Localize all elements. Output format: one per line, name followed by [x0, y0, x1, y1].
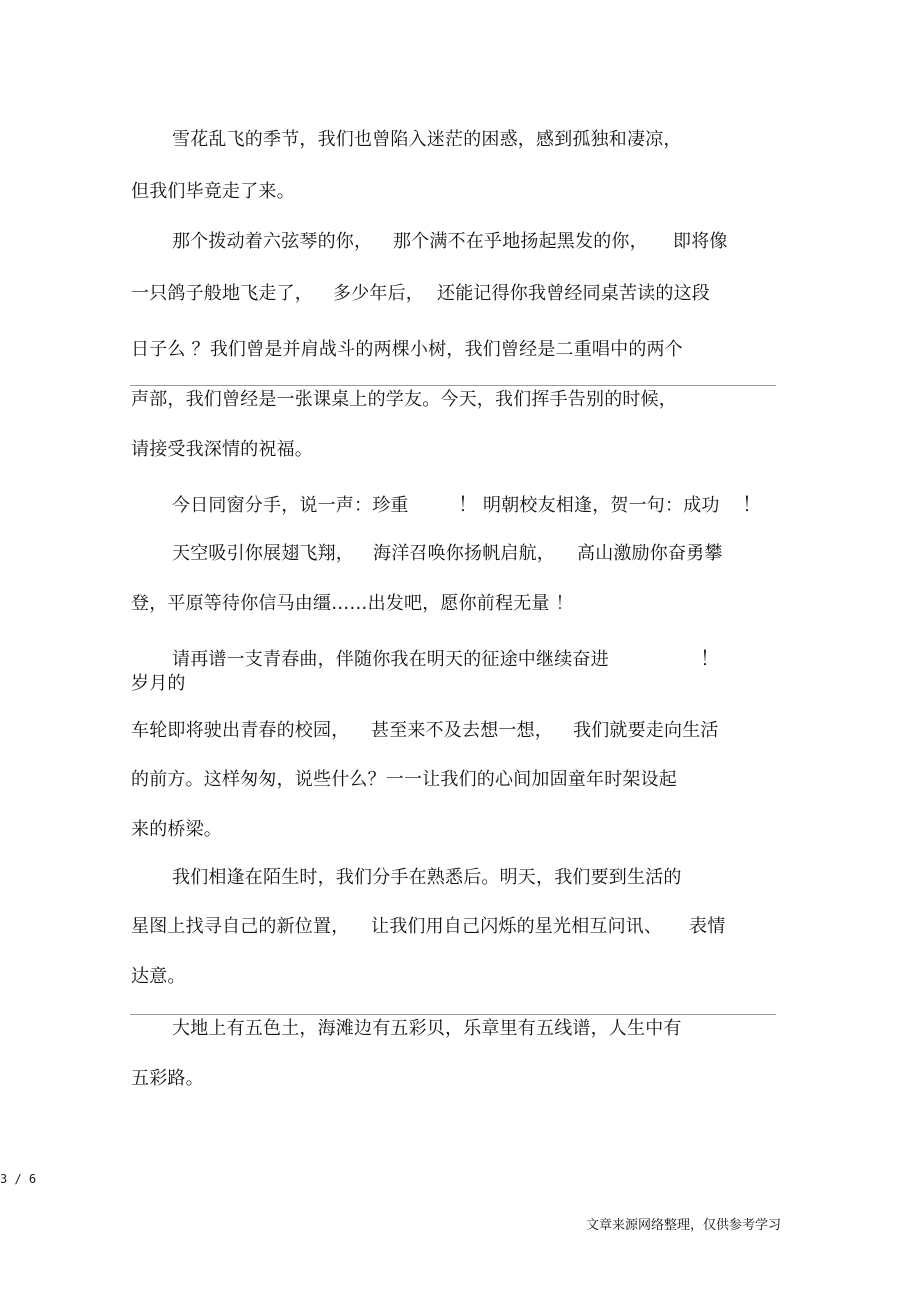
- text-line: 大地上有五色土，海滩边有五彩贝，乐章里有五线谱，人生中有: [172, 1018, 682, 1039]
- text-line: 那个满不在乎地扬起黑发的你，: [393, 231, 648, 252]
- text-line: 还能记得你我曾经同桌苦读的这段: [437, 283, 710, 304]
- text-line: 五彩路。: [131, 1068, 204, 1089]
- exclamation-mark: ！: [458, 492, 478, 516]
- text-line: 多少年后，: [333, 283, 424, 304]
- text-line: 日子么 ？我们曾是并肩战斗的两棵小树，我们曾经是二重唱中的两个: [131, 339, 683, 360]
- divider-line: [130, 385, 776, 386]
- text-line: 请再谱一支青春曲，伴随你我在明天的征途中继续奋进: [172, 649, 609, 670]
- text-line: 我们就要走向生活: [573, 720, 719, 741]
- text-line: 岁月的: [131, 673, 186, 694]
- text-line: 的前方。这样匆匆，说些什么？一一让我们的心间加固童年时架设起: [131, 769, 677, 790]
- text-line: 但我们毕竟走了来。: [131, 181, 295, 202]
- text-line: 高山激励你奋勇攀: [577, 543, 723, 564]
- text-line: 登，平原等待你信马由缰……出发吧，愿你前程无量 ！: [131, 593, 574, 614]
- text-line: 天空吸引你展翅飞翔，: [172, 543, 354, 564]
- text-line: 甚至来不及去想一想，: [371, 720, 553, 741]
- page-number: 3 / 6: [0, 1172, 37, 1186]
- text-line: 明朝校友相逢，贺一句：成功: [483, 495, 720, 516]
- text-line: 今日同窗分手，说一声：珍重: [172, 495, 409, 516]
- text-line: 雪花乱飞的季节，我们也曾陷入迷茫的困惑，感到孤独和凄凉，: [172, 129, 682, 150]
- exclamation-mark: ！: [700, 646, 720, 670]
- text-line: 达意。: [131, 966, 186, 987]
- text-line: 星图上找寻自己的新位置，: [131, 916, 350, 937]
- exclamation-mark: ！: [742, 492, 762, 516]
- text-line: 请接受我深情的祝福。: [131, 439, 313, 460]
- text-line: 表情: [689, 916, 726, 937]
- divider-line: [130, 1014, 776, 1015]
- text-line: 来的桥梁。: [131, 819, 222, 840]
- text-line: 即将像: [673, 231, 728, 252]
- footer-note: 文章来源网络整理，仅供参考学习: [586, 1218, 782, 1233]
- text-line: 一只鸽子般地飞走了，: [131, 283, 313, 304]
- text-line: 海洋召唤你扬帆启航，: [373, 543, 555, 564]
- text-line: 我们相逢在陌生时，我们分手在熟悉后。明天，我们要到生活的: [172, 867, 682, 888]
- text-line: 那个拨动着六弦琴的你，: [172, 231, 373, 252]
- text-line: 声部，我们曾经是一张课桌上的学友。今天，我们挥手告别的时候，: [131, 389, 677, 410]
- text-line: 车轮即将驶出青春的校园，: [131, 720, 350, 741]
- text-line: 让我们用自己闪烁的星光相互问讯、: [371, 916, 663, 937]
